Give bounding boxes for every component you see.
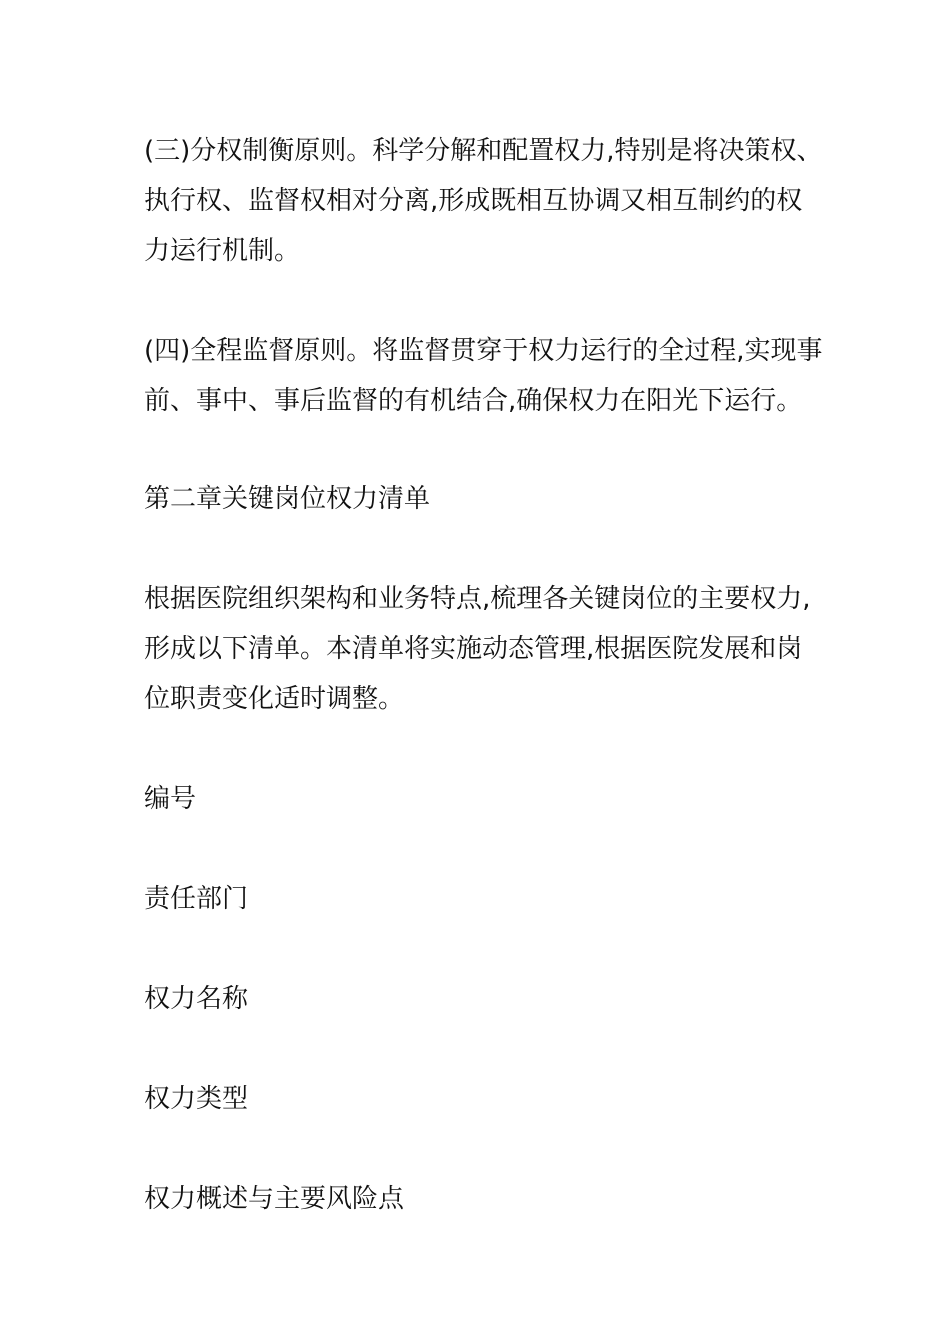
chapter-two-heading bbox=[144, 474, 812, 524]
principle-three-paragraph bbox=[144, 126, 823, 276]
text-line: 力运行机制。 bbox=[144, 236, 301, 266]
text-line: 前、事中、事后监督的有机结合,确保权力在阳光下运行。 bbox=[144, 386, 803, 416]
text-line: 根据医院组织架构和业务特点,梳理各关键岗位的主要权力, bbox=[144, 584, 811, 614]
heading-text: 第二章关键岗位权力清单 bbox=[144, 484, 431, 514]
text-line: 形成以下清单。本清单将实施动态管理,根据医院发展和岗 bbox=[144, 634, 803, 664]
table-header-department bbox=[144, 874, 812, 924]
column-header: 权力类型 bbox=[144, 1084, 249, 1114]
principle-four-paragraph bbox=[144, 326, 823, 426]
text-line: 位职责变化适时调整。 bbox=[144, 684, 405, 714]
column-header: 权力概述与主要风险点 bbox=[144, 1184, 405, 1214]
column-header: 编号 bbox=[144, 784, 197, 814]
table-header-power-type bbox=[144, 1074, 812, 1124]
table-header-overview-risk bbox=[144, 1174, 812, 1224]
column-header: 责任部门 bbox=[144, 884, 249, 914]
column-header: 权力名称 bbox=[144, 984, 249, 1014]
table-header-number bbox=[144, 774, 812, 824]
table-header-power-name bbox=[144, 974, 812, 1024]
intro-paragraph bbox=[144, 574, 812, 724]
text-line: (三)分权制衡原则。科学分解和配置权力,特别是将决策权、 bbox=[144, 136, 823, 166]
text-line: (四)全程监督原则。将监督贯穿于权力运行的全过程,实现事 bbox=[144, 336, 823, 366]
text-line: 执行权、监督权相对分离,形成既相互协调又相互制约的权 bbox=[144, 186, 803, 216]
